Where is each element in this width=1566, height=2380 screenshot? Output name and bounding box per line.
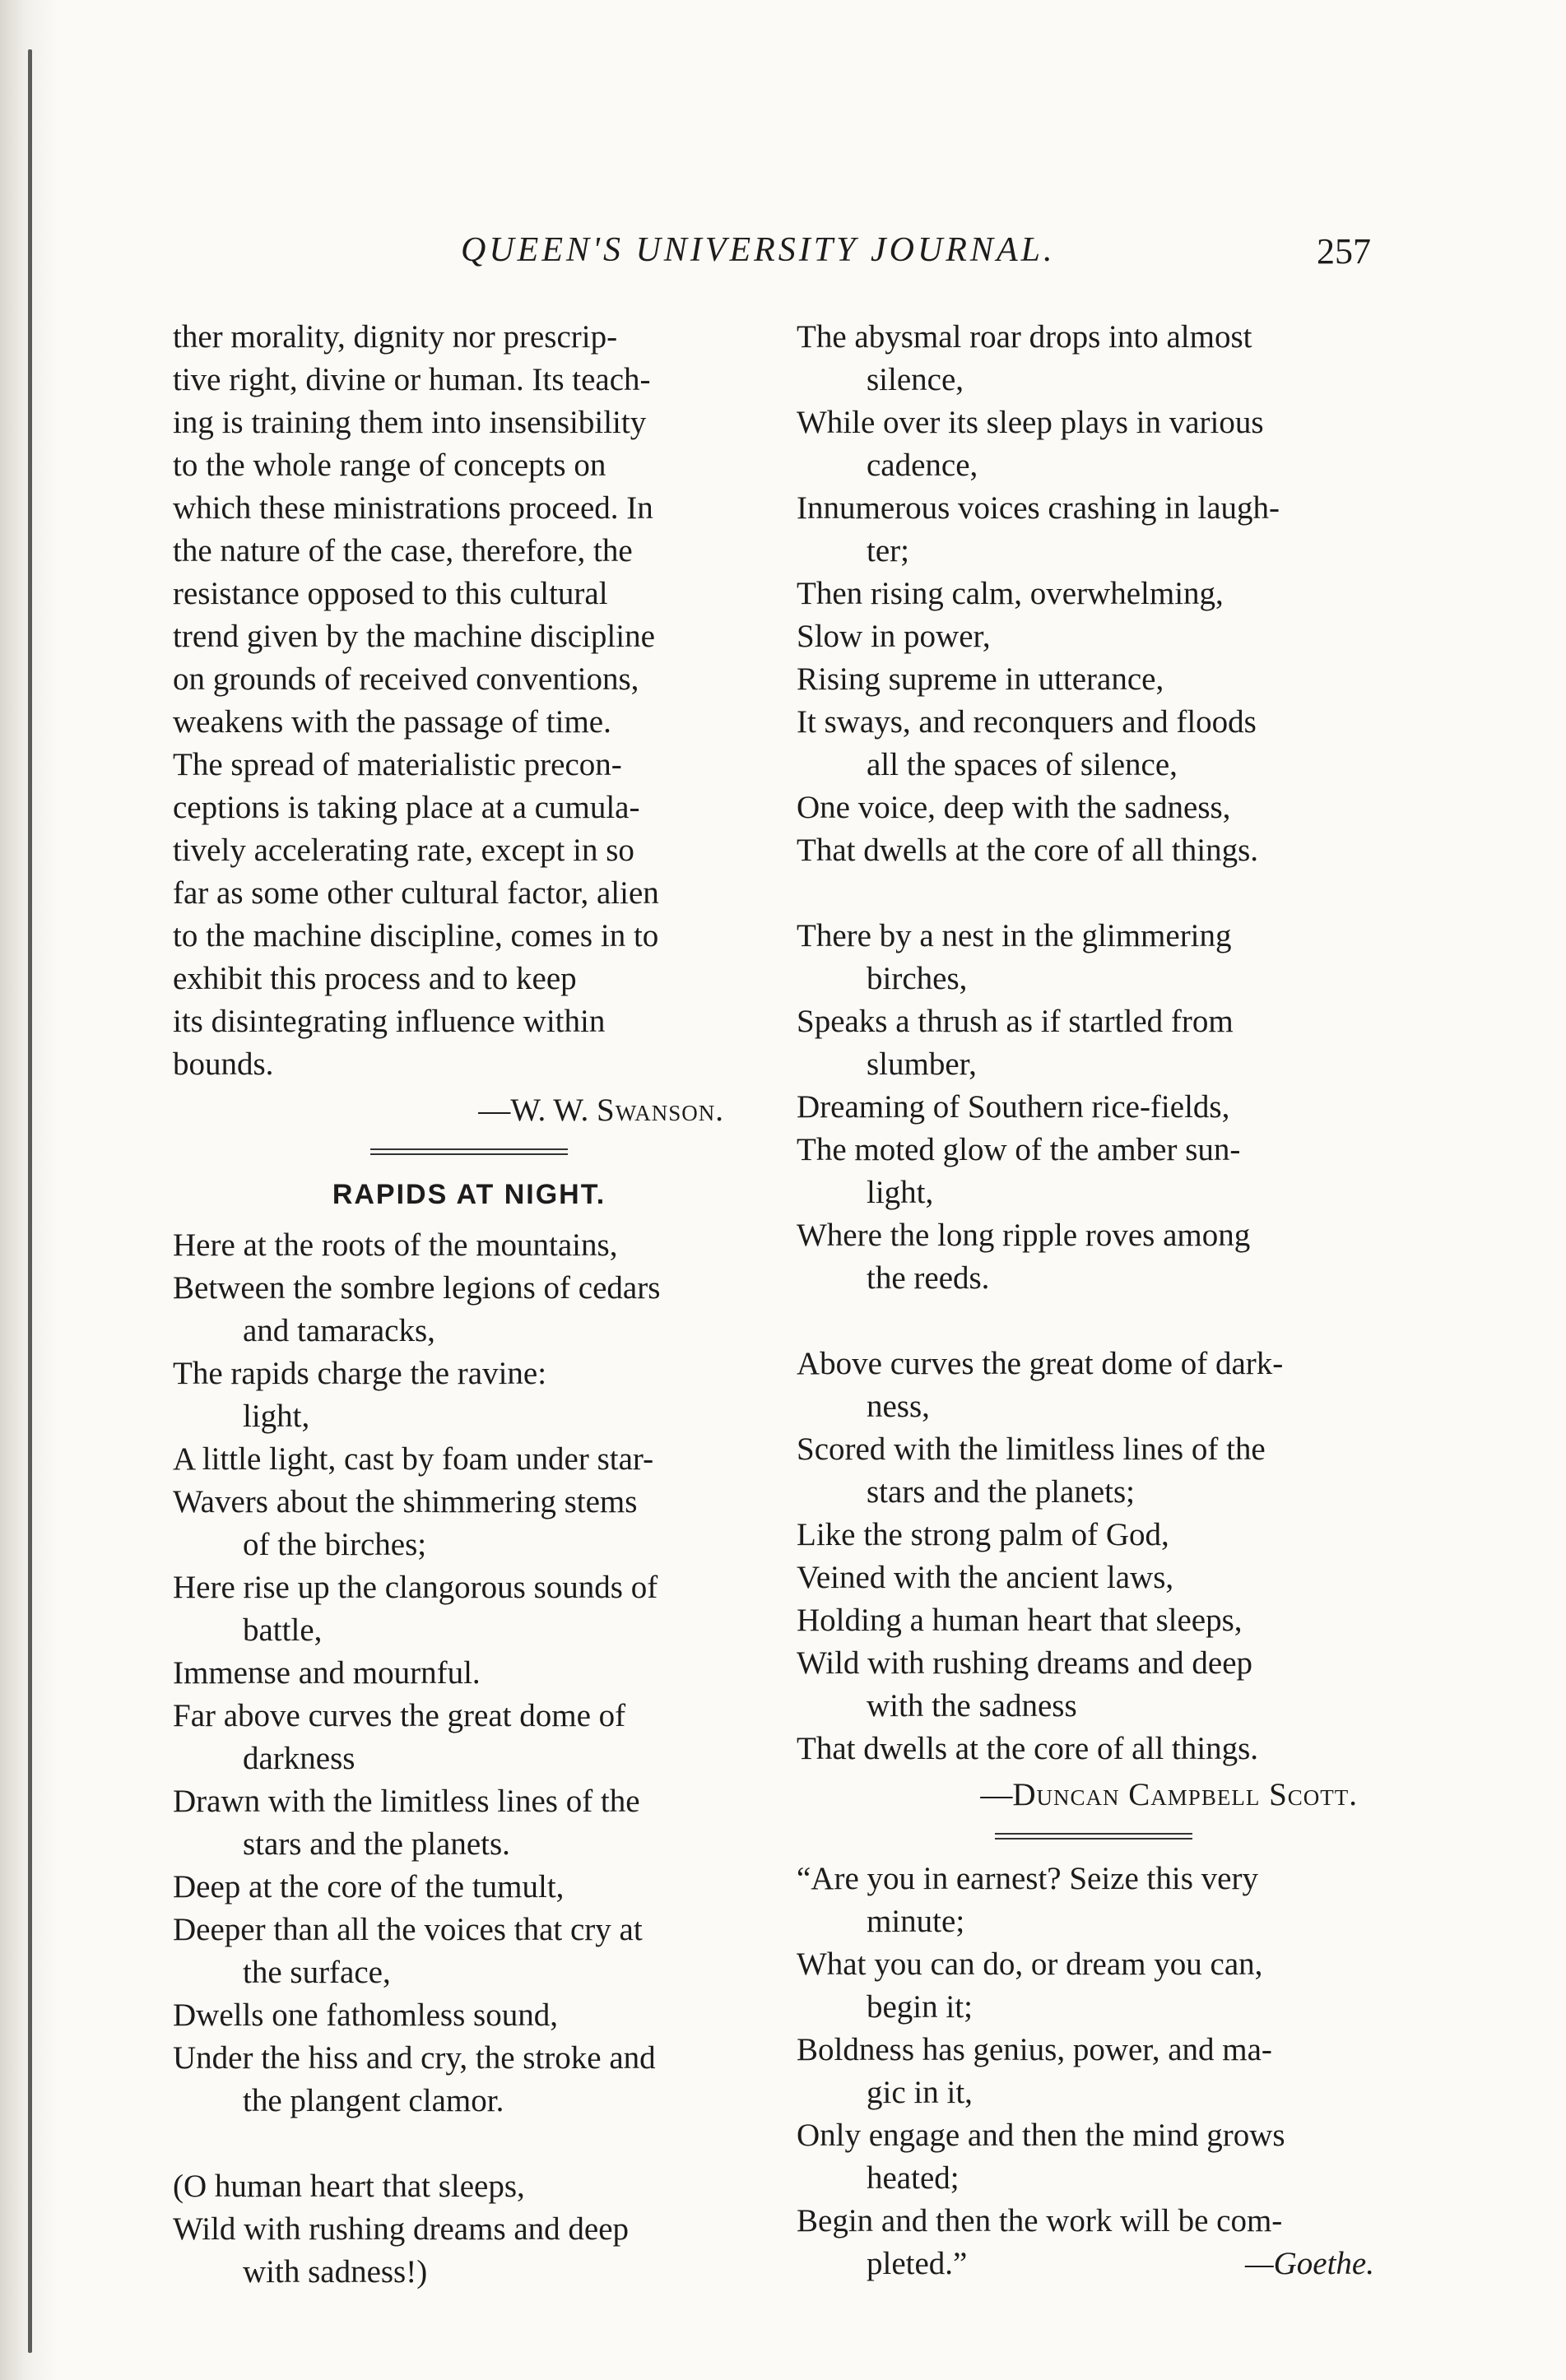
prose-line: to the whole range of concepts on	[173, 448, 606, 483]
poem-line: That dwells at the core of all things.	[797, 1731, 1259, 1766]
poem-line: Holding a human heart that sleeps,	[797, 1603, 1243, 1638]
poem-line: (O human heart that sleeps,	[173, 2169, 525, 2204]
prose-paragraph	[173, 316, 765, 1086]
poem-line: stars and the planets;	[867, 1474, 1135, 1510]
poem-line: Deep at the core of the tumult,	[173, 1869, 565, 1904]
poem-line: of the birches;	[243, 1527, 427, 1562]
stanza-gap	[797, 1300, 1391, 1343]
poem-line: the reeds.	[867, 1260, 990, 1296]
page-number: 257	[1317, 231, 1371, 271]
poem-line: Where the long ripple roves among	[797, 1218, 1251, 1253]
poem-stanza	[797, 915, 1391, 1300]
prose-line: its disintegrating influence within	[173, 1004, 606, 1039]
poem-line: A little light, cast by foam under star-	[173, 1441, 654, 1477]
attribution-dash: —	[980, 1777, 1013, 1812]
prose-attribution	[173, 1089, 765, 1132]
quote-line: heated;	[867, 2160, 960, 2196]
prose-line: far as some other cultural factor, alien	[173, 875, 659, 911]
quote-line: Only engage and then the mind grows	[797, 2118, 1285, 2153]
section-divider	[370, 1148, 568, 1155]
poem-line: Dwells one fathomless sound,	[173, 1997, 558, 2033]
quote-line: gic in it,	[867, 2075, 973, 2110]
prose-line: ceptions is taking place at a cumula-	[173, 790, 640, 825]
poem-line: the plangent clamor.	[243, 2083, 504, 2118]
poem-line: with sadness!)	[243, 2254, 428, 2290]
prose-line: to the machine discipline, comes in to	[173, 918, 659, 953]
poem-line: cadence,	[867, 448, 978, 483]
prose-line: tive right, divine or human. Its teach-	[173, 362, 651, 397]
quote-line: minute;	[867, 1904, 965, 1939]
poem-line: light,	[867, 1175, 934, 1210]
poem-line: That dwells at the core of all things.	[797, 833, 1259, 868]
poem-line: There by a nest in the glimmering	[797, 918, 1232, 953]
attribution-name: Swanson.	[597, 1093, 724, 1128]
poem-line: Wild with rushing dreams and deep	[173, 2211, 630, 2247]
prose-line: exhibit this process and to keep	[173, 961, 577, 996]
poem-attribution	[797, 1774, 1391, 1816]
prose-line: ther morality, dignity nor prescrip-	[173, 319, 618, 355]
prose-line: tively accelerating rate, except in so	[173, 833, 634, 868]
right-column	[797, 316, 1391, 2285]
poem-line: Like the strong palm of God,	[797, 1517, 1169, 1552]
poem-line: While over its sleep plays in various	[797, 405, 1264, 440]
poem-line: Then rising calm, overwhelming,	[797, 576, 1224, 611]
poem-line: Here rise up the clangorous sounds of	[173, 1570, 658, 1605]
poem-line: Scored with the limitless lines of the	[797, 1431, 1266, 1467]
prose-line: resistance opposed to this cultural	[173, 576, 608, 611]
poem-stanza	[173, 1224, 765, 2123]
poem-line: One voice, deep with the sadness,	[797, 790, 1231, 825]
binding-edge	[28, 49, 32, 2353]
prose-line: on grounds of received conventions,	[173, 661, 639, 697]
quote-line: pleted.”	[867, 2246, 968, 2281]
poem-line: Wavers about the shimmering stems	[173, 1484, 638, 1519]
poem-line: Immense and mournful.	[173, 1655, 481, 1691]
poem-line: stars and the planets.	[243, 1826, 510, 1862]
poem-line: Under the hiss and cry, the stroke and	[173, 2040, 656, 2076]
poem-line: Rising supreme in utterance,	[797, 661, 1164, 697]
quote-last-row	[797, 2243, 1391, 2285]
poem-stanza	[797, 316, 1391, 872]
goethe-quote	[797, 1858, 1391, 2285]
poem-line: Slow in power,	[797, 619, 991, 654]
stanza-gap	[173, 2123, 765, 2165]
poem-line: ter;	[867, 533, 909, 568]
poem-line: light,	[243, 1399, 310, 1434]
section-divider	[995, 1833, 1192, 1840]
poem-line: Wild with rushing dreams and deep	[797, 1645, 1253, 1681]
prose-line: which these ministrations proceed. In	[173, 490, 653, 526]
poem-line: birches,	[867, 961, 968, 996]
prose-line: trend given by the machine discipline	[173, 619, 655, 654]
stanza-gap	[797, 872, 1391, 915]
poem-line: darkness	[243, 1741, 355, 1776]
poem-line: Far above curves the great dome of	[173, 1698, 626, 1733]
poem-stanza	[173, 2165, 765, 2294]
poem-line: Deeper than all the voices that cry at	[173, 1912, 643, 1947]
poem-line: Here at the roots of the mountains,	[173, 1227, 618, 1263]
quote-attribution: —Goethe.	[1244, 2246, 1374, 2281]
poem-line: with the sadness	[867, 1688, 1077, 1724]
poem-line: The moted glow of the amber sun-	[797, 1132, 1241, 1167]
poem-line: and tamaracks,	[243, 1313, 435, 1348]
prose-line: the nature of the case, therefore, the	[173, 533, 633, 568]
poem-line: Speaks a thrush as if startled from	[797, 1004, 1234, 1039]
prose-line: ing is training them into insensibility	[173, 405, 647, 440]
quote-line: “Are you in earnest? Seize this very	[797, 1861, 1258, 1896]
poem-line: slumber,	[867, 1046, 977, 1082]
poem-title: RAPIDS AT NIGHT.	[332, 1179, 606, 1210]
poem-line: Drawn with the limitless lines of the	[173, 1784, 640, 1819]
prose-line: weakens with the passage of time.	[173, 704, 611, 740]
poem-line: It sways, and reconquers and floods	[797, 704, 1257, 740]
left-column	[173, 316, 765, 2294]
poem-line: silence,	[867, 362, 964, 397]
poem-line: Between the sombre legions of cedars	[173, 1270, 661, 1306]
poem-line: The abysmal roar drops into almost	[797, 319, 1252, 355]
poem-stanza	[797, 1343, 1391, 1770]
attribution-dash: —W. W.	[478, 1093, 597, 1128]
poem-line: Innumerous voices crashing in laugh-	[797, 490, 1280, 526]
poem-line: the surface,	[243, 1955, 391, 1990]
poem-line: all the spaces of silence,	[867, 747, 1178, 782]
prose-line: The spread of materialistic precon-	[173, 747, 622, 782]
quote-line: begin it;	[867, 1989, 973, 2025]
poem-line: Dreaming of Southern rice-fields,	[797, 1089, 1230, 1125]
attribution-name: Duncan Campbell Scott.	[1012, 1777, 1358, 1812]
poem-line: Veined with the ancient laws,	[797, 1560, 1174, 1595]
poem-line: ness,	[867, 1389, 930, 1424]
poem-line: battle,	[243, 1612, 323, 1648]
poem-line: The rapids charge the ravine:	[173, 1356, 547, 1391]
quote-line: Boldness has genius, power, and ma-	[797, 2032, 1272, 2067]
prose-line: bounds.	[173, 1046, 274, 1082]
journal-title: QUEEN'S UNIVERSITY JOURNAL.	[461, 231, 1056, 269]
poem-line: Above curves the great dome of dark-	[797, 1346, 1284, 1381]
quote-line: Begin and then the work will be com-	[797, 2203, 1283, 2238]
quote-line: What you can do, or dream you can,	[797, 1946, 1263, 1982]
